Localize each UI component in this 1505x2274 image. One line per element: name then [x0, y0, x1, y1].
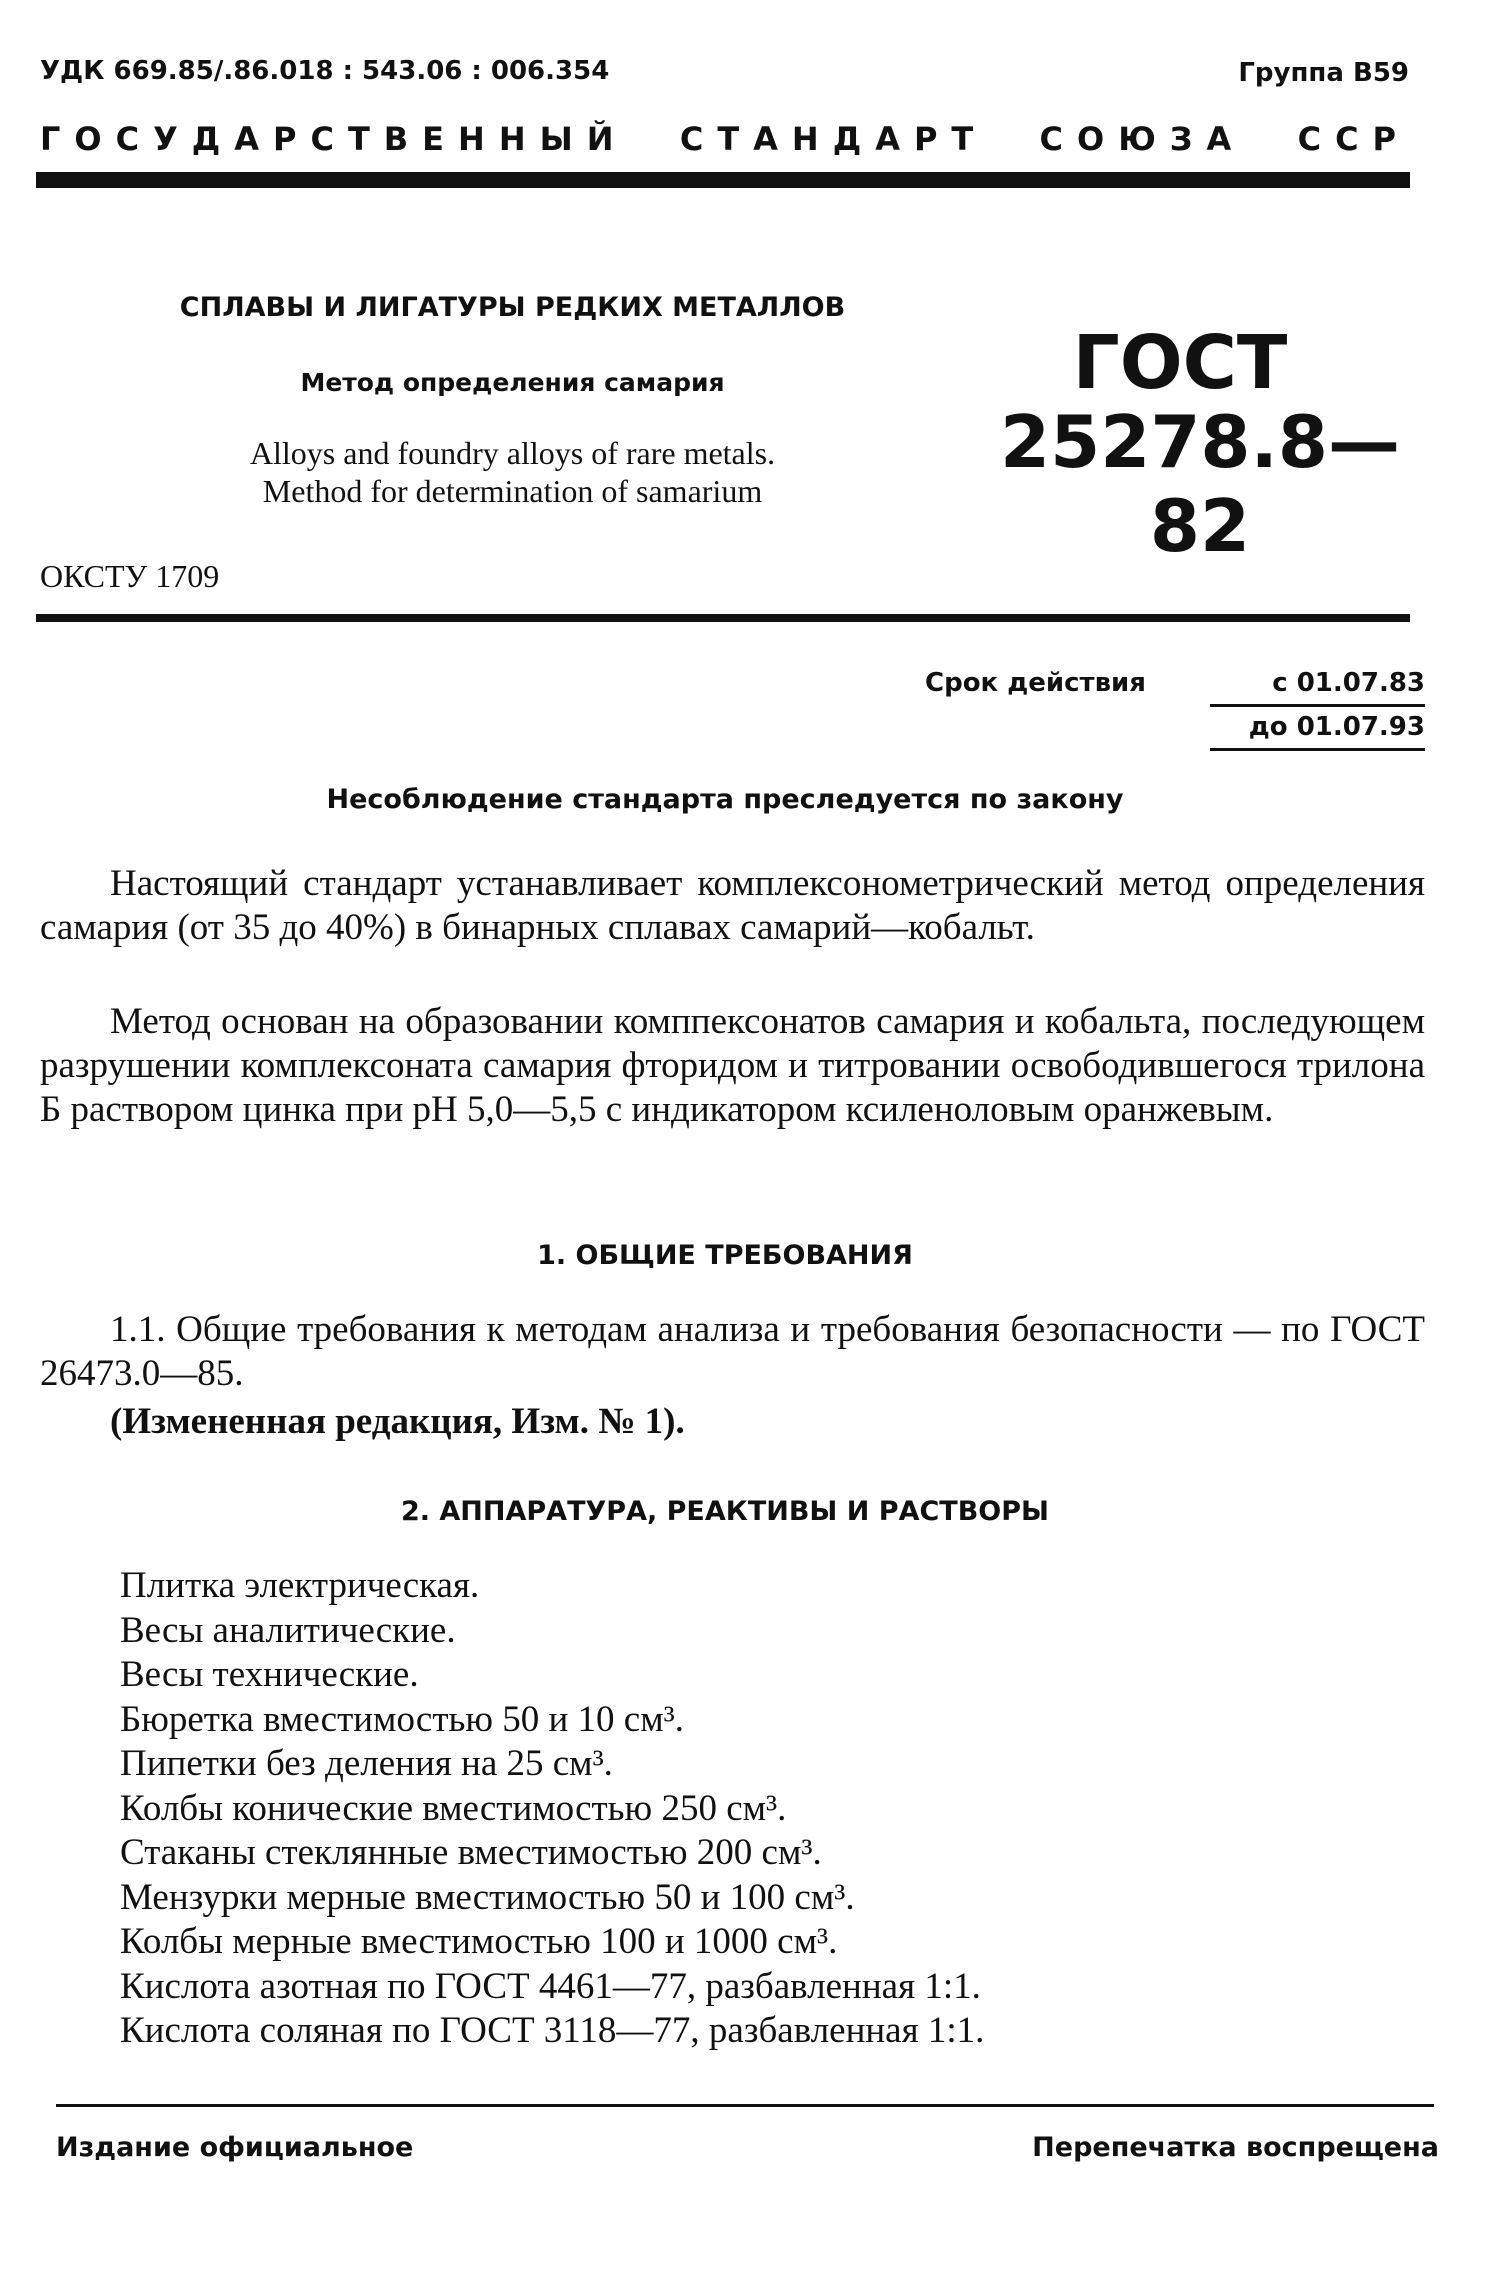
list-item: Плитка электрическая. — [120, 1565, 480, 1606]
english-title-line: Method for determination of samarium — [262, 473, 763, 509]
list-item: Стаканы стеклянные вместимостью 200 см³. — [120, 1832, 822, 1873]
gost-number: 25278.8—82 — [1000, 400, 1400, 568]
clause-paragraph: 1.1. Общие требования к методам анализа и требования безопасности — по ГОСТ 26473.0—85. — [40, 1309, 1425, 1394]
document-title: СПЛАВЫ И ЛИГАТУРЫ РЕДКИХ МЕТАЛЛОВ — [179, 292, 846, 323]
validity-to-date: до 01.07.93 — [1210, 712, 1425, 751]
list-item: Весы технические. — [120, 1654, 419, 1695]
list-item: Пипетки без деления на 25 см³. — [120, 1743, 613, 1784]
title-rule-divider — [36, 614, 1410, 622]
intro-paragraph: Метод основан на образовании комппексонатов самария и кобальта, последующем разрушении комплексоната самария фторидом и титровании освободившегося трилона Б раствором цинка при рН 5,0—5,5 с индикатором ксиленоловым оранжевым. — [40, 1001, 1425, 1130]
udk-code: УДК 669.85/.86.018 : 543.06 : 006.354 — [40, 56, 610, 86]
footer-rule-divider — [56, 2104, 1434, 2107]
list-item: Кислота азотная по ГОСТ 4461—77, разбавленная 1:1. — [120, 1965, 981, 2007]
validity-from-date: с 01.07.83 — [1210, 668, 1425, 707]
banner-word: СТАНДАРТ — [679, 120, 988, 158]
oksty-code: ОКСТУ 1709 — [40, 558, 220, 594]
document-subtitle: Метод определения самария — [300, 368, 725, 397]
banner-word: ГОСУДАРСТВЕННЫЙ — [40, 120, 628, 158]
list-item: Мензурки мерные вместимостью 50 и 100 см³. — [120, 1876, 855, 1918]
reprint-note: Перепечатка воспрещена — [1032, 2132, 1439, 2163]
law-notice: Несоблюдение стандарта преследуется по закону — [326, 784, 1124, 815]
section-heading: 2. АППАРАТУРА, РЕАКТИВЫ И РАСТВОРЫ — [400, 1496, 1050, 1527]
amendment-note: (Измененная редакция, Изм. № 1). — [110, 1401, 685, 1442]
banner-word: СОЮЗА — [1039, 120, 1246, 158]
english-title — [150, 434, 875, 510]
equipment-list — [120, 1564, 984, 2054]
list-item: Колбы конические вместимостью 250 см³. — [120, 1787, 787, 1829]
intro-paragraph: Настоящий стандарт устанавливает комплексонометрический метод определения самария (от 35 до 40%) в бинарных сплавах самарий—кобальт. — [40, 863, 1425, 948]
list-item: Колбы мерные вместимостью 100 и 1000 см³. — [120, 1921, 838, 1962]
top-rule-divider — [36, 172, 1410, 188]
group-code: Группа В59 — [1238, 58, 1409, 88]
section-heading: 1. ОБЩИЕ ТРЕБОВАНИЯ — [537, 1240, 913, 1271]
list-item: Бюретка вместимостью 50 и 10 см³. — [120, 1698, 684, 1740]
list-item: Весы аналитические. — [120, 1609, 456, 1651]
list-item: Кислота соляная по ГОСТ 3118—77, разбавленная 1:1. — [120, 2010, 985, 2051]
banner-word: ССР — [1297, 120, 1410, 158]
validity-label: Срок действия — [925, 668, 1146, 698]
edition-note: Издание официальное — [56, 2132, 414, 2163]
gost-label: ГОСТ — [1072, 320, 1288, 406]
english-title-line: Alloys and foundry alloys of rare metals. — [249, 435, 776, 471]
state-standard-banner — [40, 120, 1410, 158]
